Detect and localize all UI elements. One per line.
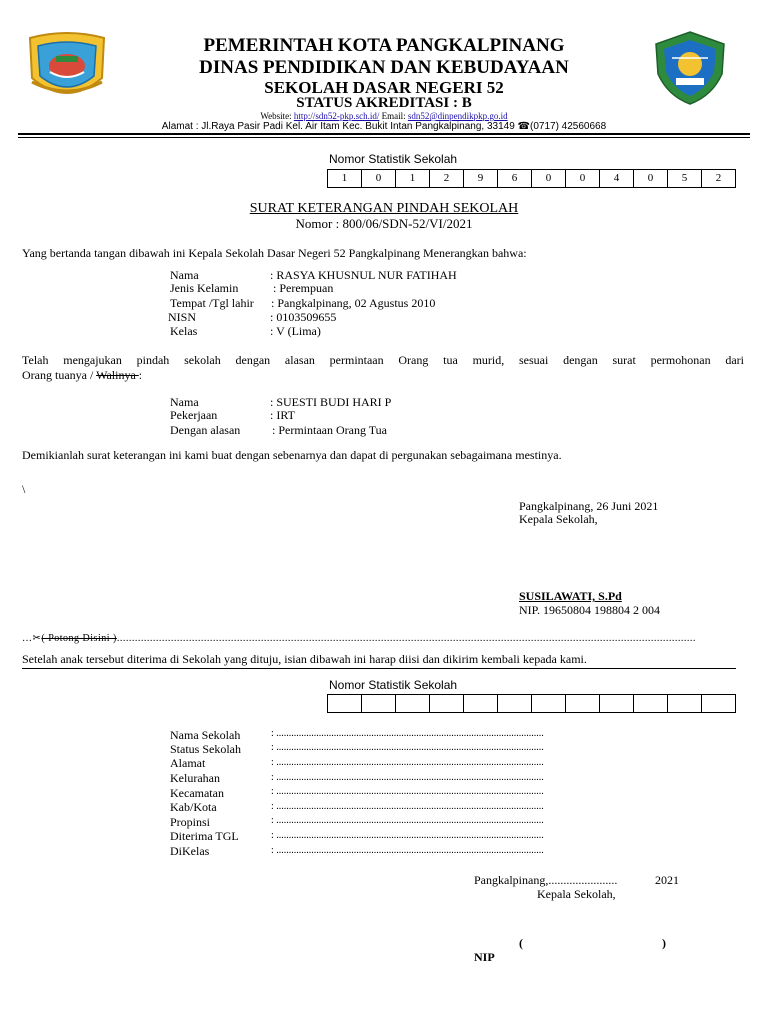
- signature-place-date: Pangkalpinang, 26 Juni 2021: [519, 499, 659, 513]
- header-rule-thin: [18, 137, 750, 138]
- nss-digit: 0: [532, 170, 566, 187]
- email-label: Email:: [379, 111, 408, 121]
- header-address: Alamat : Jl.Raya Pasir Padi Kel. Air Itam Kec. Bukit Intan Pangkalpinang, 33149 ☎(0717) 42560668: [161, 121, 607, 132]
- header-contact: [0, 111, 768, 121]
- form-dots-province[interactable]: : ...........................................................................................................: [271, 815, 544, 826]
- nss-digit: 2: [702, 170, 736, 187]
- letter-number: Nomor : 800/06/SDN-52/VI/2021: [295, 216, 473, 231]
- form-nss-box[interactable]: [668, 695, 702, 712]
- signature-name: SUSILAWATI, S.Pd: [519, 589, 622, 603]
- form-position: Kepala Sekolah,: [537, 887, 616, 901]
- form-label-school-status: Status Sekolah: [170, 742, 241, 756]
- form-nss-box[interactable]: [362, 695, 396, 712]
- reason-paragraph-line2: [22, 368, 142, 383]
- form-dots-class[interactable]: : ...........................................................................................................: [271, 845, 544, 856]
- nss-digit: 5: [668, 170, 702, 187]
- form-label-address: Alamat: [170, 756, 206, 770]
- form-nss-box[interactable]: [566, 695, 600, 712]
- form-label-school-name: Nama Sekolah: [170, 728, 241, 742]
- parent-value-name: : SUESTI BUDI HARI P: [270, 395, 392, 409]
- parent-value-reason: : Permintaan Orang Tua: [272, 423, 387, 437]
- student-value-nisn: : 0103509655: [270, 310, 337, 324]
- form-dots-school-status[interactable]: : ...........................................................................................................: [271, 742, 544, 753]
- scissors-icon: ✂: [32, 633, 42, 644]
- website-link[interactable]: http://sdn52-pkp.sch.id/: [293, 111, 380, 121]
- student-value-class: : V (Lima): [270, 324, 321, 338]
- form-paren-open: (: [519, 936, 523, 950]
- form-label-kabkota: Kab/Kota: [170, 800, 217, 814]
- form-label-kelurahan: Kelurahan: [170, 771, 220, 785]
- header-line-2: DINAS PENDIDIKAN DAN KEBUDAYAAN: [199, 57, 569, 78]
- form-paren-close: ): [662, 936, 666, 950]
- instruction-rule: [22, 668, 736, 669]
- nss-digit: 0: [566, 170, 600, 187]
- nss-digit: 9: [464, 170, 498, 187]
- student-value-name: : RASYA KHUSNUL NUR FATIHAH: [270, 268, 457, 282]
- nss-digit: 4: [600, 170, 634, 187]
- header-line-1: PEMERINTAH KOTA PANGKALPINANG: [203, 35, 565, 56]
- letter-intro: Yang bertanda tangan dibawah ini Kepala Sekolah Dasar Negeri 52 Pangkalpinang Menerangkan bahwa:: [22, 246, 527, 260]
- form-year: 2021: [655, 873, 679, 887]
- form-dots-kabkota[interactable]: : ...........................................................................................................: [271, 801, 544, 812]
- parent-value-job: : IRT: [270, 408, 295, 422]
- form-label-class: DiKelas: [170, 844, 210, 858]
- cut-prefix: …: [22, 633, 33, 644]
- nss-digit: 0: [362, 170, 396, 187]
- form-nss-box[interactable]: [464, 695, 498, 712]
- form-nss-box[interactable]: [498, 695, 532, 712]
- student-label-birth: Tempat /Tgl lahir: [170, 296, 254, 310]
- form-nss-box[interactable]: [634, 695, 668, 712]
- student-label-nisn: NISN: [168, 310, 197, 324]
- nss-grid: [327, 169, 736, 188]
- parent-label-reason: Dengan alasan: [170, 423, 241, 437]
- letter-title-text: SURAT KETERANGAN PINDAH SEKOLAH: [249, 201, 519, 216]
- student-value-birth: : Pangkalpinang, 02 Agustus 2010: [271, 296, 436, 310]
- reason-text: Orang tuanya /: [22, 368, 97, 382]
- nss-label: Nomor Statistik Sekolah: [329, 152, 458, 166]
- student-label-name: Nama: [170, 268, 199, 282]
- reason-paragraph-line1: Telah mengajukan pindah sekolah dengan alasan permintaan Orang tua murid, sesuai dengan surat permohonan dari: [22, 353, 744, 367]
- email-link[interactable]: sdn52@dinpendikpkp.go.id: [407, 111, 508, 121]
- nss-digit: 1: [396, 170, 430, 187]
- reason-colon: :: [138, 368, 143, 382]
- form-nss-box[interactable]: [328, 695, 362, 712]
- form-dots-address[interactable]: : ...........................................................................................................: [271, 757, 544, 768]
- form-nss-box[interactable]: [396, 695, 430, 712]
- form-nss-box[interactable]: [532, 695, 566, 712]
- closing-text: Demikianlah surat keterangan ini kami buat dengan sebenarnya dan dapat di pergunakan sebagaimana mestinya.: [22, 448, 562, 462]
- student-value-gender: : Perempuan: [273, 281, 334, 295]
- cut-label: ( Potong Disini ): [41, 633, 117, 644]
- form-dots-kelurahan[interactable]: : ...........................................................................................................: [271, 772, 544, 783]
- form-nss-grid: [327, 694, 736, 713]
- form-nss-box[interactable]: [430, 695, 464, 712]
- letter-title: [0, 201, 768, 217]
- form-label-province: Propinsi: [170, 815, 211, 829]
- cut-dots: .................................................................................................................................................................................................: [116, 633, 696, 644]
- header-rule-thick: [18, 133, 750, 135]
- nss-digit: 6: [498, 170, 532, 187]
- nss-digit: 0: [634, 170, 668, 187]
- parent-label-job: Pekerjaan: [170, 408, 218, 422]
- header-school-name: SEKOLAH DASAR NEGERI 52: [264, 78, 504, 97]
- form-nss-box[interactable]: [600, 695, 634, 712]
- form-nss-label: Nomor Statistik Sekolah: [329, 678, 458, 692]
- form-dots-kecamatan[interactable]: : ...........................................................................................................: [271, 786, 544, 797]
- header-accreditation: STATUS AKREDITASI : B: [296, 95, 472, 111]
- student-label-gender: Jenis Kelamin: [170, 281, 239, 295]
- stray-backslash: \: [22, 482, 26, 496]
- reason-strike: Walinya: [96, 368, 139, 382]
- website-label: Website:: [260, 111, 294, 121]
- signature-nip: NIP. 19650804 198804 2 004: [519, 603, 661, 617]
- return-instruction: Setelah anak tersebut diterima di Sekolah yang dituju, isian dibawah ini harap diisi dan dikirim kembali kepada kami.: [22, 652, 587, 666]
- parent-label-name: Nama: [170, 395, 199, 409]
- signature-position: Kepala Sekolah,: [519, 512, 598, 526]
- form-label-received-date: Diterima TGL: [170, 829, 239, 843]
- nss-digit: 1: [328, 170, 362, 187]
- form-place-date: Pangkalpinang,.......................: [474, 873, 618, 887]
- form-dots-school-name[interactable]: : ...........................................................................................................: [271, 728, 544, 739]
- cut-line: [22, 633, 732, 644]
- nss-digit: 2: [430, 170, 464, 187]
- form-dots-received-date[interactable]: : ...........................................................................................................: [271, 830, 544, 841]
- student-label-class: Kelas: [170, 324, 198, 338]
- form-nip: NIP: [474, 950, 495, 964]
- form-nss-box[interactable]: [702, 695, 736, 712]
- form-label-kecamatan: Kecamatan: [170, 786, 224, 800]
